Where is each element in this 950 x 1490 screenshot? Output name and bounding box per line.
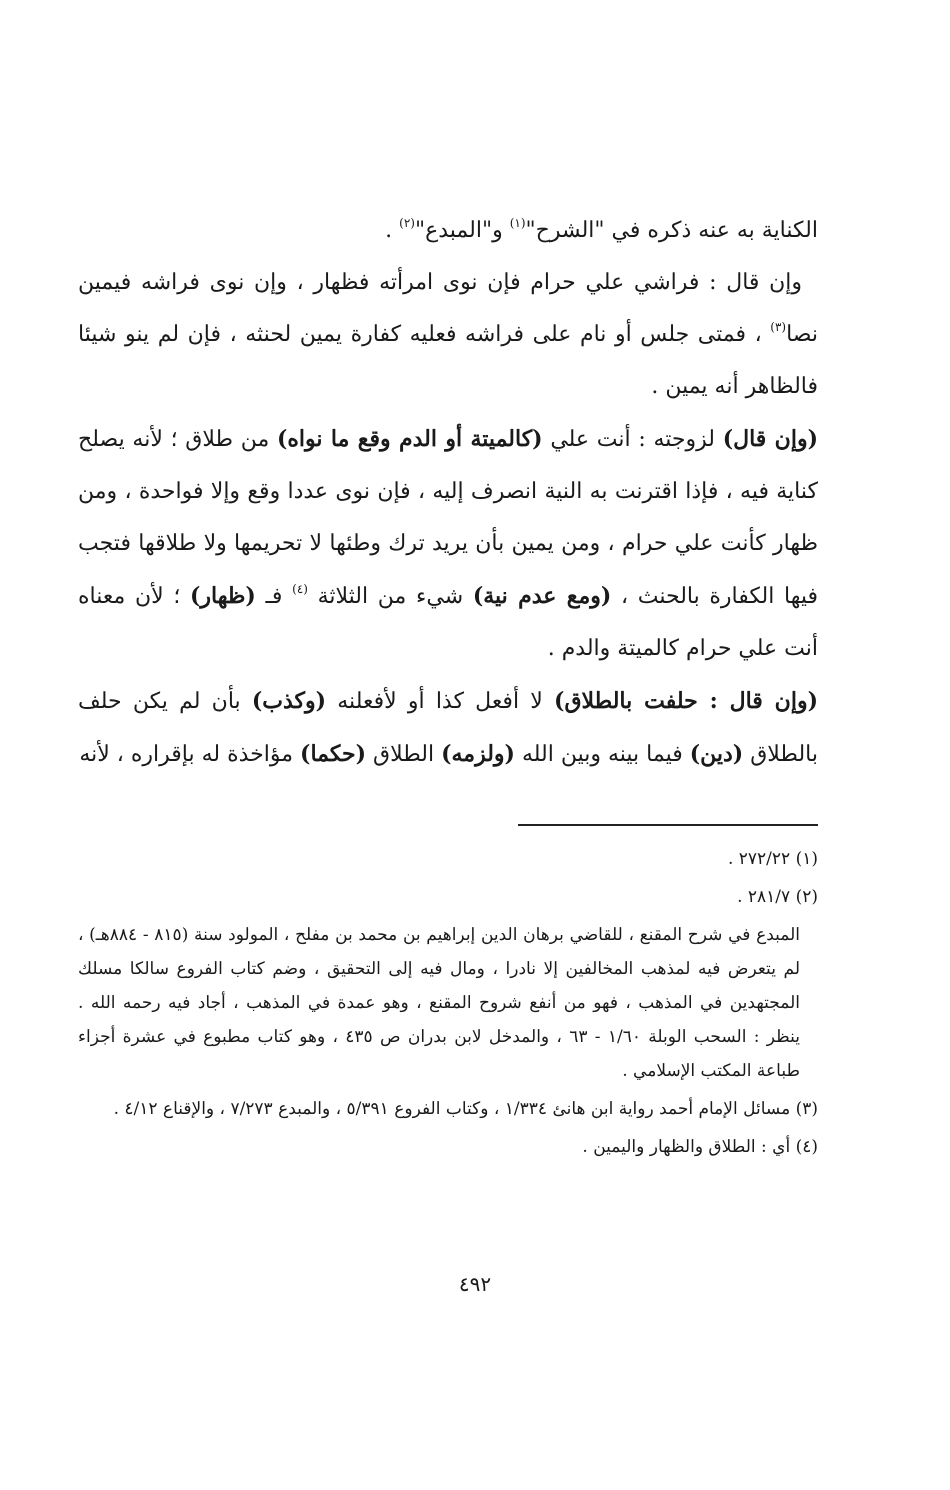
p4-text-2: بأن لم يكن حلف بالطلاق bbox=[78, 689, 818, 767]
main-text bbox=[78, 205, 818, 781]
p3-bold-4: (ظهار) bbox=[190, 583, 256, 609]
footnote-1: (١) ٢٧٢/٢٢ . bbox=[727, 849, 818, 869]
p3-text-3: شيء من الثلاثة bbox=[307, 584, 473, 609]
footnote-2: (٢) ٢٨١/٧ . bbox=[737, 887, 818, 907]
footnote-ref-3: (٣) bbox=[770, 320, 787, 334]
p4-bold-3: (دين) bbox=[689, 741, 744, 767]
p3-bold-1: (وإن قال) bbox=[722, 426, 818, 452]
p4-text-3: فيما بينه وبين الله bbox=[514, 742, 690, 767]
p4-bold-1: (وإن قال : حلفت بالطلاق) bbox=[554, 688, 818, 714]
p4-text-5: مؤاخذة له بإقراره ، لأنه bbox=[79, 742, 301, 767]
p3-text-4: فـ bbox=[255, 584, 293, 609]
p1-end: . bbox=[385, 218, 400, 243]
p2-text-b: ، فمتى جلس أو نام على فراشه فعليه كفارة يمين لحنثه ، فإن لم ينو شيئا فالظاهر أنه يمين . bbox=[78, 322, 818, 399]
paragraph-2 bbox=[78, 257, 818, 413]
p1-mid: و"المبدع" bbox=[414, 218, 510, 243]
paragraph-3 bbox=[78, 413, 818, 675]
p3-text-1: لزوجته : أنت علي bbox=[542, 427, 723, 452]
footnote-ref-1: (١) bbox=[509, 216, 526, 230]
footnote-ref-2: (٢) bbox=[399, 216, 415, 230]
footnote-4: (٤) أي : الطلاق والظهار واليمين . bbox=[582, 1137, 818, 1157]
p4-text-4: الطلاق bbox=[366, 742, 442, 767]
p4-text-1: لا أفعل كذا أو لأفعلنه bbox=[326, 689, 555, 714]
p3-bold-2: (كالميتة أو الدم وقع ما نواه) bbox=[276, 426, 543, 452]
footnote-3: (٣) مسائل الإمام أحمد رواية ابن هانئ ١/٣٣٤ ، وكتاب الفروع ٥/٣٩١ ، والمبدع ٧/٢٧٣ ، والإقناع ٤/١٢ . bbox=[113, 1099, 818, 1119]
paragraph-4 bbox=[78, 675, 818, 781]
page-number: ٤٩٢ bbox=[458, 1272, 492, 1296]
p2-text-a: وإن قال : فراشي علي حرام فإن نوى امرأته فظهار ، وإن نوى فراشه فيمين نصا bbox=[78, 270, 818, 347]
footnote-2-note: المبدع في شرح المقنع ، للقاضي برهان الدين إبراهيم بن محمد بن مفلح ، المولود سنة (٨١٥ - ٨٨٤هـ) ، لم يتعرض فيه لمذهب المخالفين إلا نادرا ، ومال فيه إلى التحقيق ، وضم كتاب الفروع سالكا مسلك المجتهدين في المذهب ، فهو من أنفع شروح المقنع ، وهو عمدة في المذهب ، أجاد فيه رحمه الله . ينظر : السحب الوبلة ١/٦٠ - ٦٣ ، والمدخل لابن بدران ص ٤٣٥ ، وهو كتاب مطبوع في عشرة أجزاء طباعة المكتب الإسلامي . bbox=[78, 925, 800, 1081]
p1-text: الكناية به عنه ذكره في "الشرح" bbox=[525, 218, 818, 243]
footnote-ref-4: (٤) bbox=[292, 582, 308, 596]
p3-text-2: من طلاق ؛ لأنه يصلح كناية فيه ، فإذا اقترنت به النية انصرف إليه ، فإن نوى عددا وقع وإلا فواحدة ، ومن ظهار كأنت علي حرام ، ومن يمين بأن يريد ترك وطئها لا تحريمها ولا طلاقها فتجب فيها الكفارة بالحنث ، bbox=[78, 427, 819, 609]
footnote-separator bbox=[518, 824, 818, 826]
p3-bold-3: (ومع عدم نية) bbox=[472, 583, 612, 609]
p4-bold-4: (ولزمه) bbox=[441, 741, 515, 767]
paragraph-1 bbox=[78, 205, 818, 257]
footnotes bbox=[78, 842, 818, 1168]
p4-bold-2: (وكذب) bbox=[251, 688, 327, 714]
p4-bold-5: (حكما) bbox=[300, 741, 367, 767]
p3-text-5: ؛ لأن معناه أنت علي حرام كالميتة والدم . bbox=[78, 584, 818, 661]
